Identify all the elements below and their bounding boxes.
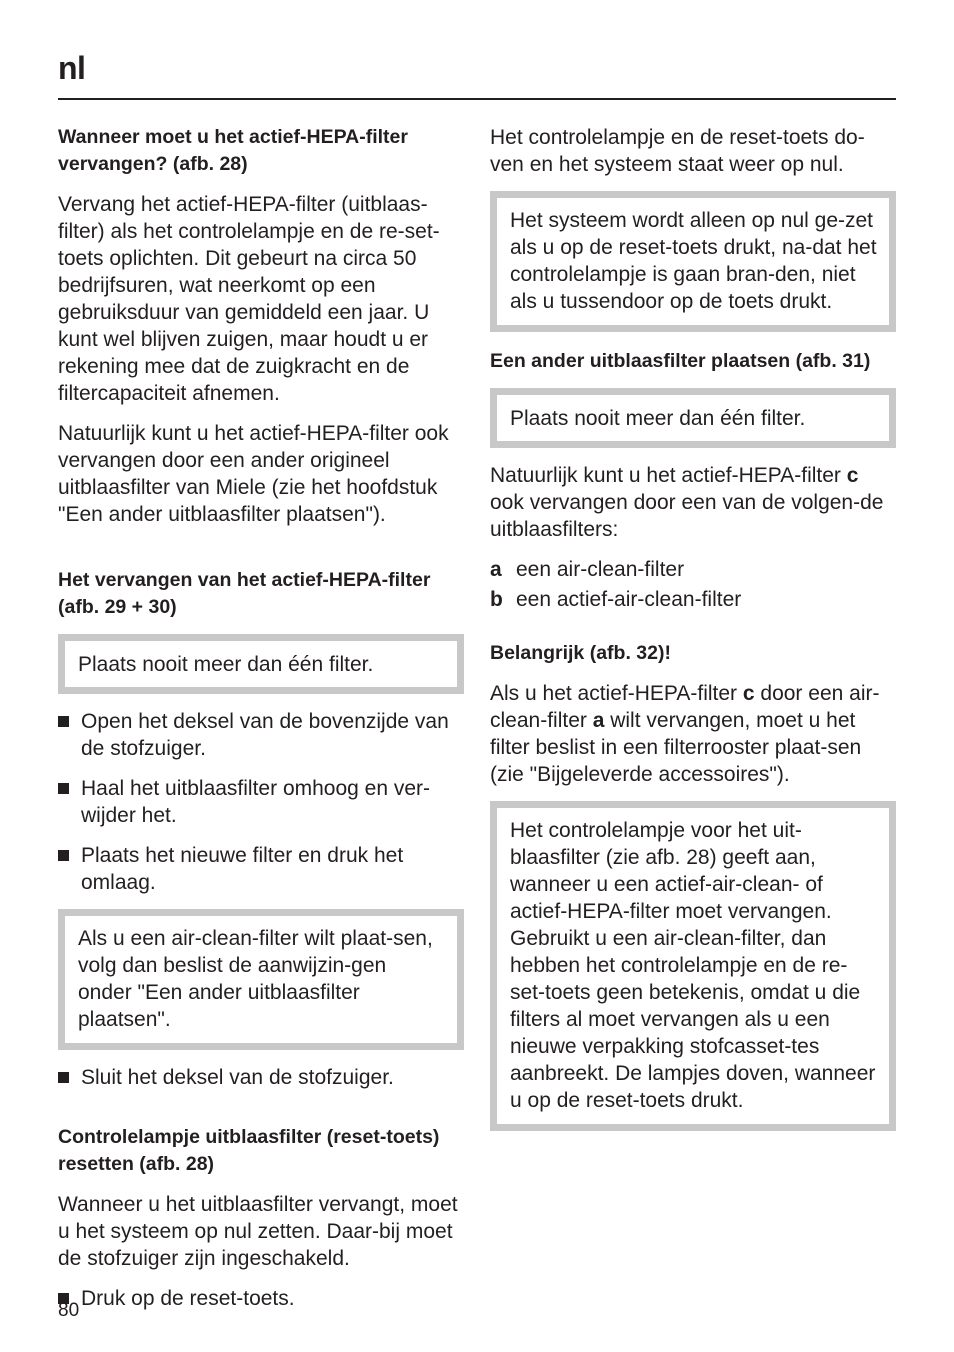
bullet-text: Plaats het nieuwe filter en druk het omlaag.: [81, 844, 404, 894]
paragraph-replace-info: Vervang het actief-HEPA-filter (uitblaas-filter) als het controlelampje en de re-set-toets oplichten. Dit gebeurt na circa 50 bedrijfsuren, wat neerkomt op een gebruiksduur van gemiddeld een jaar. U kunt wel blijven zuigen, maar houdt u er rekening mee dat de zuigkracht en de filtercapaciteit afnemen.: [58, 193, 440, 405]
paragraph-important: Als u het actief-HEPA-filter c door een air-clean-filter a wilt vervangen, moet u het filter beslist in een filterrooster plaat-sen (zie "Bijgeleverde accessoires").: [490, 682, 880, 786]
bullet-text: Druk op de reset-toets.: [81, 1287, 295, 1310]
section-heading-when-replace: Wanneer moet u het actief-HEPA-filter vervangen? (afb. 28): [58, 126, 408, 175]
section-heading-important: Belangrijk (afb. 32)!: [490, 642, 671, 664]
paragraph-alternative-filter: Natuurlijk kunt u het actief-HEPA-filter ook vervangen door een ander origineel uitblaasfilter van Miele (zie het hoofdstuk "Een ander uitblaasfilter plaatsen").: [58, 422, 449, 526]
language-code: nl: [58, 50, 86, 86]
right-column: [490, 124, 896, 1145]
page-number: 80: [58, 1300, 80, 1321]
note-box-air-clean: Als u een air-clean-filter wilt plaat-sen, volg dan beslist de aanwijzin-gen onder "Een ander uitblaasfilter plaatsen".: [58, 909, 464, 1050]
bullet-square-icon: [58, 850, 69, 861]
paragraph-replace-options: Natuurlijk kunt u het actief-HEPA-filter c ook vervangen door een van de volgen-de uitblaasfilters:: [490, 464, 884, 541]
bullet-item: [58, 842, 464, 896]
bullet-text: Open het deksel van de bovenzijde van de stofzuiger.: [81, 710, 449, 760]
paragraph-reset-info: Wanneer u het uitblaasfilter vervangt, moet u het systeem op nul zetten. Daar-bij moet de stofzuiger zijn ingeschakeld.: [58, 1193, 458, 1270]
bullet-item: [58, 1064, 464, 1091]
bullet-item: [58, 708, 464, 762]
bullet-square-icon: [58, 716, 69, 727]
paragraph-lamp-off: Het controlelampje en de reset-toets do-ven en het systeem staat weer op nul.: [490, 126, 865, 176]
note-box-one-filter-2: Plaats nooit meer dan één filter.: [490, 388, 896, 448]
option-item-b: b een actief-air-clean-filter: [490, 588, 742, 611]
bullet-item: [58, 775, 464, 829]
bullet-square-icon: [58, 783, 69, 794]
option-item-a: a een air-clean-filter: [490, 558, 685, 581]
left-column: [58, 124, 464, 1325]
section-heading-replacing: Het vervangen van het actief-HEPA-filter (afb. 29 + 30): [58, 569, 431, 618]
bullet-square-icon: [58, 1072, 69, 1083]
bullet-text: Haal het uitblaasfilter omhoog en ver-wijder het.: [81, 777, 431, 827]
section-heading-other-filter: Een ander uitblaasfilter plaatsen (afb. 31): [490, 350, 871, 372]
note-box-one-filter: Plaats nooit meer dan één filter.: [58, 634, 464, 694]
note-box-lamp-info: Het controlelampje voor het uit-blaasfilter (zie afb. 28) geeft aan, wanneer u een actief-air-clean- of actief-HEPA-filter moet vervangen. Gebruikt u een air-clean-filter, dan hebben het controlelampje en de re-set-toets geen betekenis, omdat u die filters al moet vervangen als u een nieuwe verpakking stofcasset-tes aanbreekt. De lampjes doven, wanneer u op de reset-toets drukt.: [490, 801, 896, 1131]
note-box-reset: Het systeem wordt alleen op nul ge-zet als u op de reset-toets drukt, na-dat het controlelampje is gaan bran-den, niet als u tussendoor op de toets drukt.: [490, 191, 896, 332]
bullet-text: Sluit het deksel van de stofzuiger.: [81, 1066, 394, 1089]
header-rule: [58, 98, 896, 100]
section-heading-reset: Controlelampje uitblaasfilter (reset-toets) resetten (afb. 28): [58, 1126, 440, 1175]
bullet-item: [58, 1285, 464, 1312]
